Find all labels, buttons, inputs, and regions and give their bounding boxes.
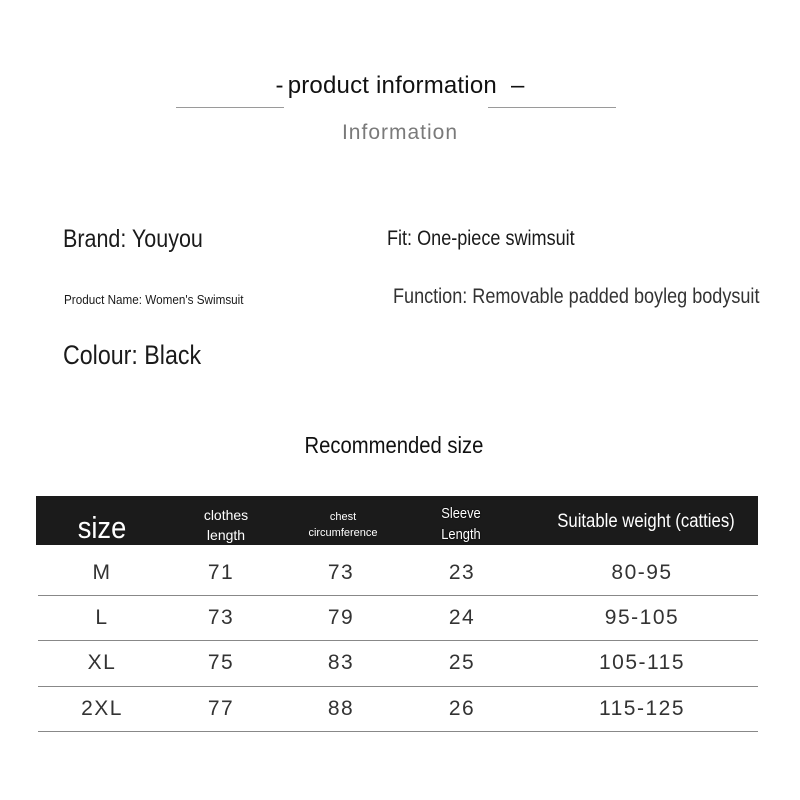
cell-size: M [92, 561, 112, 584]
cell-weight: 105-115 [598, 651, 685, 674]
cell-weight: 115-125 [598, 697, 685, 720]
header-chest-line2: circumference [308, 527, 378, 539]
cell-sleeve: 24 [448, 606, 476, 629]
cell-length: 77 [207, 697, 235, 720]
header-sleeve-line2: Length [441, 526, 481, 543]
header-suitable-weight: Suitable weight (catties) [557, 511, 735, 532]
cell-length: 75 [207, 651, 235, 674]
cell-size: L [95, 606, 109, 629]
header-sleeve [429, 503, 493, 545]
title-dash-left: - [275, 72, 284, 99]
cell-sleeve: 26 [448, 697, 476, 720]
header-rule-left [176, 107, 284, 108]
cell-chest: 83 [327, 651, 355, 674]
size-section-title: Recommended size [304, 432, 484, 458]
cell-weight: 95-105 [604, 606, 680, 629]
cell-sleeve: 25 [448, 651, 476, 674]
page-title [0, 72, 800, 100]
header-sleeve-line1: Sleeve [441, 505, 481, 522]
cell-chest: 73 [327, 561, 355, 584]
cell-sleeve: 23 [448, 561, 476, 584]
cell-chest: 88 [327, 697, 355, 720]
cell-length: 71 [207, 561, 235, 584]
cell-length: 73 [207, 606, 235, 629]
title-text: product information [287, 72, 497, 99]
header-chest-line1: chest [329, 511, 357, 523]
brand-text: Brand: Youyou [63, 225, 203, 253]
cell-size: 2XL [81, 697, 123, 720]
size-table-header [36, 496, 758, 545]
header-clothes-length-line1: clothes [203, 507, 249, 523]
header-clothes-length [181, 505, 271, 545]
cell-size: XL [87, 651, 117, 674]
row-divider [38, 640, 758, 641]
header-clothes-length-line2: length [206, 527, 246, 543]
colour-text: Colour: Black [63, 340, 202, 370]
cell-chest: 79 [327, 606, 355, 629]
fit-text: Fit: One-piece swimsuit [387, 227, 575, 250]
row-divider [38, 595, 758, 596]
header-size: size [77, 510, 127, 545]
product-name-text: Product Name: Women's Swimsuit [64, 292, 244, 307]
cell-weight: 80-95 [611, 561, 673, 584]
page-subtitle: Information [341, 121, 459, 144]
header-chest [288, 509, 398, 541]
title-dash-right: – [510, 72, 525, 99]
row-divider [38, 686, 758, 687]
function-text: Function: Removable padded boyleg bodysuit [393, 285, 760, 308]
header-rule-right [488, 107, 616, 108]
row-divider [38, 731, 758, 732]
